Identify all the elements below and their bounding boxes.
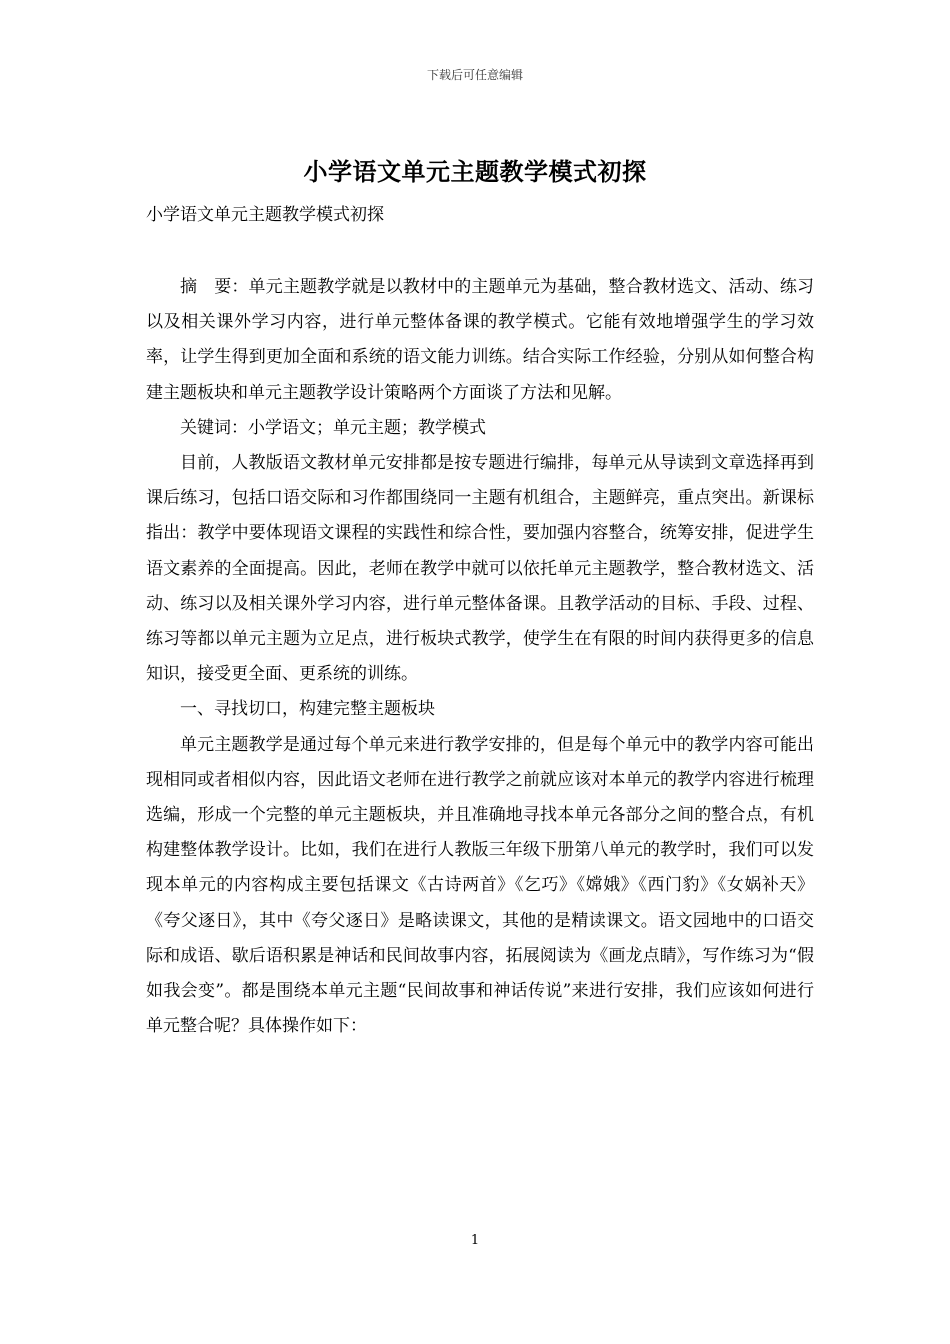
document-subtitle: 小学语文单元主题教学模式初探 [146,205,384,225]
intro-paragraph: 目前，人教版语文教材单元安排都是按专题进行编排，每单元从导读到文章选择再到课后练习，包括口语交际和习作都围绕同一主题有机组合，主题鲜亮，重点突出。新课标指出：教学中要体现语文课程的实践性和综合性，要加强内容整合，统筹安排，促进学生语文素养的全面提高。因此，老师在教学中就可以依托单元主题教学，整合教材选文、活动、练习以及相关课外学习内容，进行单元整体备课。且教学活动的目标、手段、过程、练习等都以单元主题为立足点，进行板块式教学，使学生在有限的时间内获得更多的信息知识，接受更全面、更系统的训练。 [146,453,814,685]
keywords-paragraph: 关键词：小学语文；单元主题；教学模式 [180,417,486,438]
document-title: 小学语文单元主题教学模式初探 [303,157,647,186]
page-number: 1 [470,1233,480,1248]
abstract-paragraph: 摘 要：单元主题教学就是以教材中的主题单元为基础，整合教材选文、活动、练习以及相关课外学习内容，进行单元整体备课的教学模式。它能有效地增强学生的学习效率，让学生得到更加全面和系统的语文能力训练。结合实际工作经验，分别从如何整合构建主题板块和单元主题教学设计策略两个方面谈了方法和见解。 [146,277,814,403]
document-body [146,270,814,1044]
section-heading: 一、寻找切口，构建完整主题板块 [180,699,435,720]
page-header-note: 下载后可任意编辑 [426,68,523,82]
section-paragraph: 单元主题教学是通过每个单元来进行教学安排的，但是每个单元中的教学内容可能出现相同或者相似内容，因此语文老师在进行教学之前就应该对本单元的教学内容进行梳理选编，形成一个完整的单元主题板块，并且准确地寻找本单元各部分之间的整合点，有机构建整体教学设计。比如，我们在进行人教版三年级下册第八单元的教学时，我们可以发现本单元的内容构成主要包括课文《古诗两首》《乞巧》《嫦娥》《西门豹》《女娲补天》《夸父逐日》，其中《夸父逐日》是略读课文，其他的是精读课文。语文园地中的口语交际和成语、歇后语积累是神话和民间故事内容，拓展阅读为《画龙点睛》，写作练习为“假如我会变”。都是围绕本单元主题“民间故事和神话传说”来进行安排，我们应该如何进行单元整合呢？具体操作如下： [146,734,814,1037]
